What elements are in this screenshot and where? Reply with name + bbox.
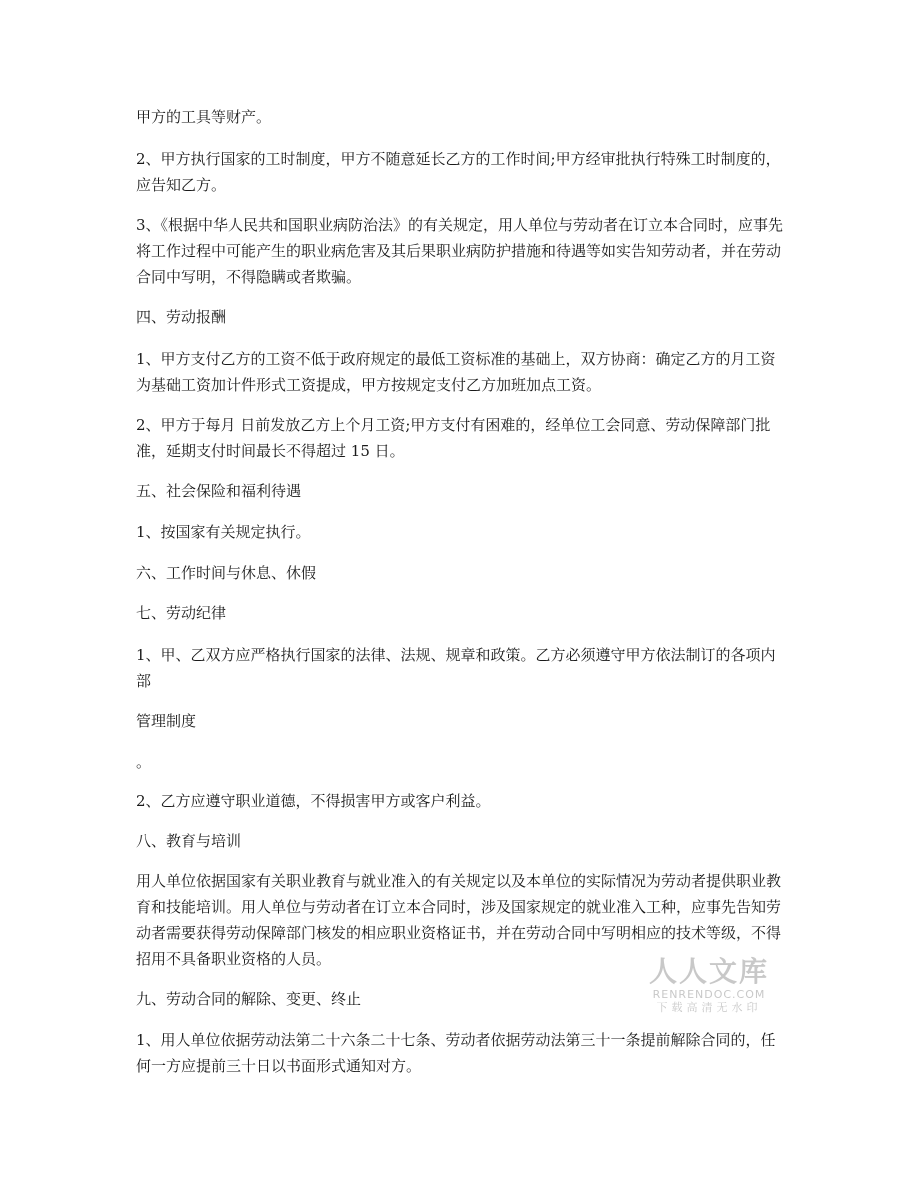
paragraph-period: 。 <box>136 753 152 771</box>
heading-remuneration: 四、劳动报酬 <box>136 308 227 326</box>
heading-working-time: 六、工作时间与休息、休假 <box>136 564 317 582</box>
heading-education-training: 八、教育与培训 <box>136 832 242 850</box>
paragraph-discipline-rules: 1、甲、乙双方应严格执行国家的法律、法规、规章和政策。乙方必须遵守甲方依法制订的各项内部 <box>136 646 776 690</box>
heading-contract-termination: 九、劳动合同的解除、变更、终止 <box>136 990 362 1008</box>
paragraph-management-system: 管理制度 <box>136 712 197 730</box>
paragraph-salary-standard: 1、甲方支付乙方的工资不低于政府规定的最低工资标准的基础上，双方协商：确定乙方的月工资为基础工资加计件形式工资提成，甲方按规定支付乙方加班加点工资。 <box>136 350 776 394</box>
paragraph-occupational-disease: 3、《根据中华人民共和国职业病防治法》的有关规定，用人单位与劳动者在订立本合同时，应事先将工作过程中可能产生的职业病危害及其后果职业病防护措施和待遇等如实告知劳动者，并在劳动合同中写明，不得隐瞒或者欺骗。 <box>136 216 784 286</box>
paragraph-vocational-training: 用人单位依据国家有关职业教育与就业准入的有关规定以及本单位的实际情况为劳动者提供职业教育和技能培训。用人单位与劳动者在订立本合同时，涉及国家规定的就业准入工种，应事先告知劳动者需要获得劳动保障部门核发的相应职业资格证书，并在劳动合同中写明相应的技术等级，不得招用不具备职业资格的人员。 <box>136 872 782 968</box>
paragraph-salary-payment: 2、甲方于每月 日前发放乙方上个月工资;甲方支付有困难的，经单位工会同意、劳动保障部门批准，延期支付时间最长不得超过 15 日。 <box>136 416 771 460</box>
paragraph-insurance-rule: 1、按国家有关规定执行。 <box>136 523 311 541</box>
paragraph-working-hours: 2、甲方执行国家的工时制度，甲方不随意延长乙方的工作时间;甲方经审批执行特殊工时制度的，应告知乙方。 <box>136 150 781 194</box>
paragraph-property: 甲方的工具等财产。 <box>136 108 272 126</box>
watermark-domain: RENRENDOC.COM <box>652 988 766 1001</box>
watermark-logo <box>644 956 774 1015</box>
paragraph-termination-notice: 1、用人单位依据劳动法第二十六条二十七条、劳动者依据劳动法第三十一条提前解除合同的，任何一方应提前三十日以书面形式通知对方。 <box>136 1031 776 1075</box>
heading-labor-discipline: 七、劳动纪律 <box>136 604 227 622</box>
watermark-title: 人人文库 <box>648 955 769 988</box>
paragraph-professional-ethics: 2、乙方应遵守职业道德，不得损害甲方或客户利益。 <box>136 792 491 810</box>
heading-social-insurance: 五、社会保险和福利待遇 <box>136 482 302 500</box>
watermark-subtitle: 下载高清无水印 <box>656 1001 762 1014</box>
